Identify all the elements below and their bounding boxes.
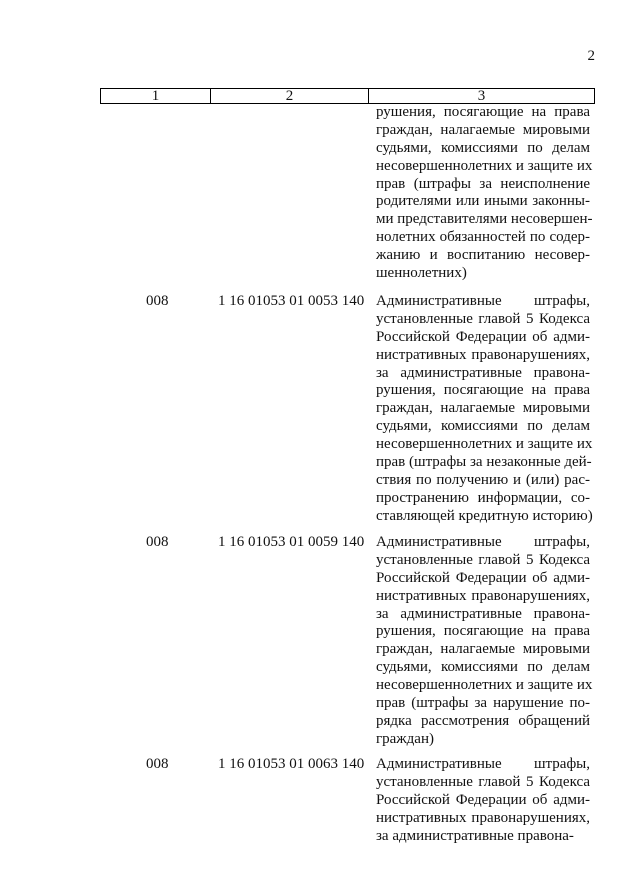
description-line: рушения, посягающие на права	[376, 382, 590, 399]
description-line: граждан, налагаемые мировыми	[376, 641, 590, 658]
kbk-code: 1 16 01053 01 0063 140	[218, 756, 365, 772]
description-line: ми представителями несовершен-	[376, 211, 593, 228]
column-header-1: 1	[101, 89, 211, 104]
column-header-table	[100, 88, 595, 104]
description-line: ставляющей кредитную историю)	[376, 507, 593, 524]
description-line: за административные правона-	[376, 364, 590, 381]
description-line: Российской Федерации об адми-	[376, 569, 590, 586]
continuation-description	[376, 104, 593, 283]
description-line: рушения, посягающие на права	[376, 623, 590, 640]
description-line: рушения, посягающие на права	[376, 104, 590, 120]
description-line: за административные правона-	[376, 827, 574, 844]
description-line: несовершеннолетних и защите их	[376, 157, 593, 174]
description-line: граждан, налагаемые мировыми	[376, 400, 590, 417]
description-line: Российской Федерации об адми-	[376, 328, 590, 345]
description-line: несовершеннолетних и защите их	[376, 436, 593, 453]
description-line: прав (штрафы за незаконные дей-	[376, 454, 592, 471]
description-line: судьями, комиссиями по делам	[376, 659, 590, 676]
description-line: нистративных правонарушениях,	[376, 809, 590, 826]
description-line: рядка рассмотрения обращений	[376, 712, 590, 729]
description-line: шеннолетних)	[376, 265, 467, 282]
description-line: Административные штрафы,	[376, 534, 590, 550]
row-description	[376, 756, 590, 845]
description-line: нолетних обязанностей по содер-	[376, 229, 590, 246]
description-line: нистративных правонарушениях,	[376, 346, 590, 363]
description-line: граждан, налагаемые мировыми	[376, 121, 590, 138]
description-line: прав (штрафы за неисполнение	[376, 175, 590, 192]
description-line: судьями, комиссиями по делам	[376, 139, 590, 156]
admin-code: 008	[146, 756, 169, 772]
page-number: 2	[587, 48, 595, 64]
description-line: судьями, комиссиями по делам	[376, 418, 590, 435]
row-description	[376, 293, 593, 526]
description-line: жанию и воспитанию несовер-	[376, 247, 590, 264]
description-line: нистративных правонарушениях,	[376, 587, 590, 604]
description-line: несовершеннолетних и защите их	[376, 677, 593, 694]
kbk-code: 1 16 01053 01 0053 140	[218, 293, 365, 309]
description-line: ствия по получению и (или) рас-	[376, 471, 590, 488]
description-line: граждан)	[376, 730, 434, 747]
description-line: пространению информации, со-	[376, 489, 590, 506]
row-description	[376, 534, 593, 749]
description-line: прав (штрафы за нарушение по-	[376, 695, 590, 712]
column-header-2: 2	[211, 89, 369, 104]
admin-code: 008	[146, 293, 169, 309]
description-line: родителями или иными законны-	[376, 193, 590, 210]
kbk-code: 1 16 01053 01 0059 140	[218, 534, 365, 550]
description-line: Административные штрафы,	[376, 756, 590, 772]
description-line: установленные главой 5 Кодекса	[376, 773, 590, 790]
description-line: Российской Федерации об адми-	[376, 791, 590, 808]
description-line: за административные правона-	[376, 605, 590, 622]
column-header-row	[101, 89, 595, 104]
admin-code: 008	[146, 534, 169, 550]
description-line: установленные главой 5 Кодекса	[376, 310, 590, 327]
description-line: установленные главой 5 Кодекса	[376, 551, 590, 568]
description-line: Административные штрафы,	[376, 293, 590, 309]
column-header-3: 3	[369, 89, 595, 104]
